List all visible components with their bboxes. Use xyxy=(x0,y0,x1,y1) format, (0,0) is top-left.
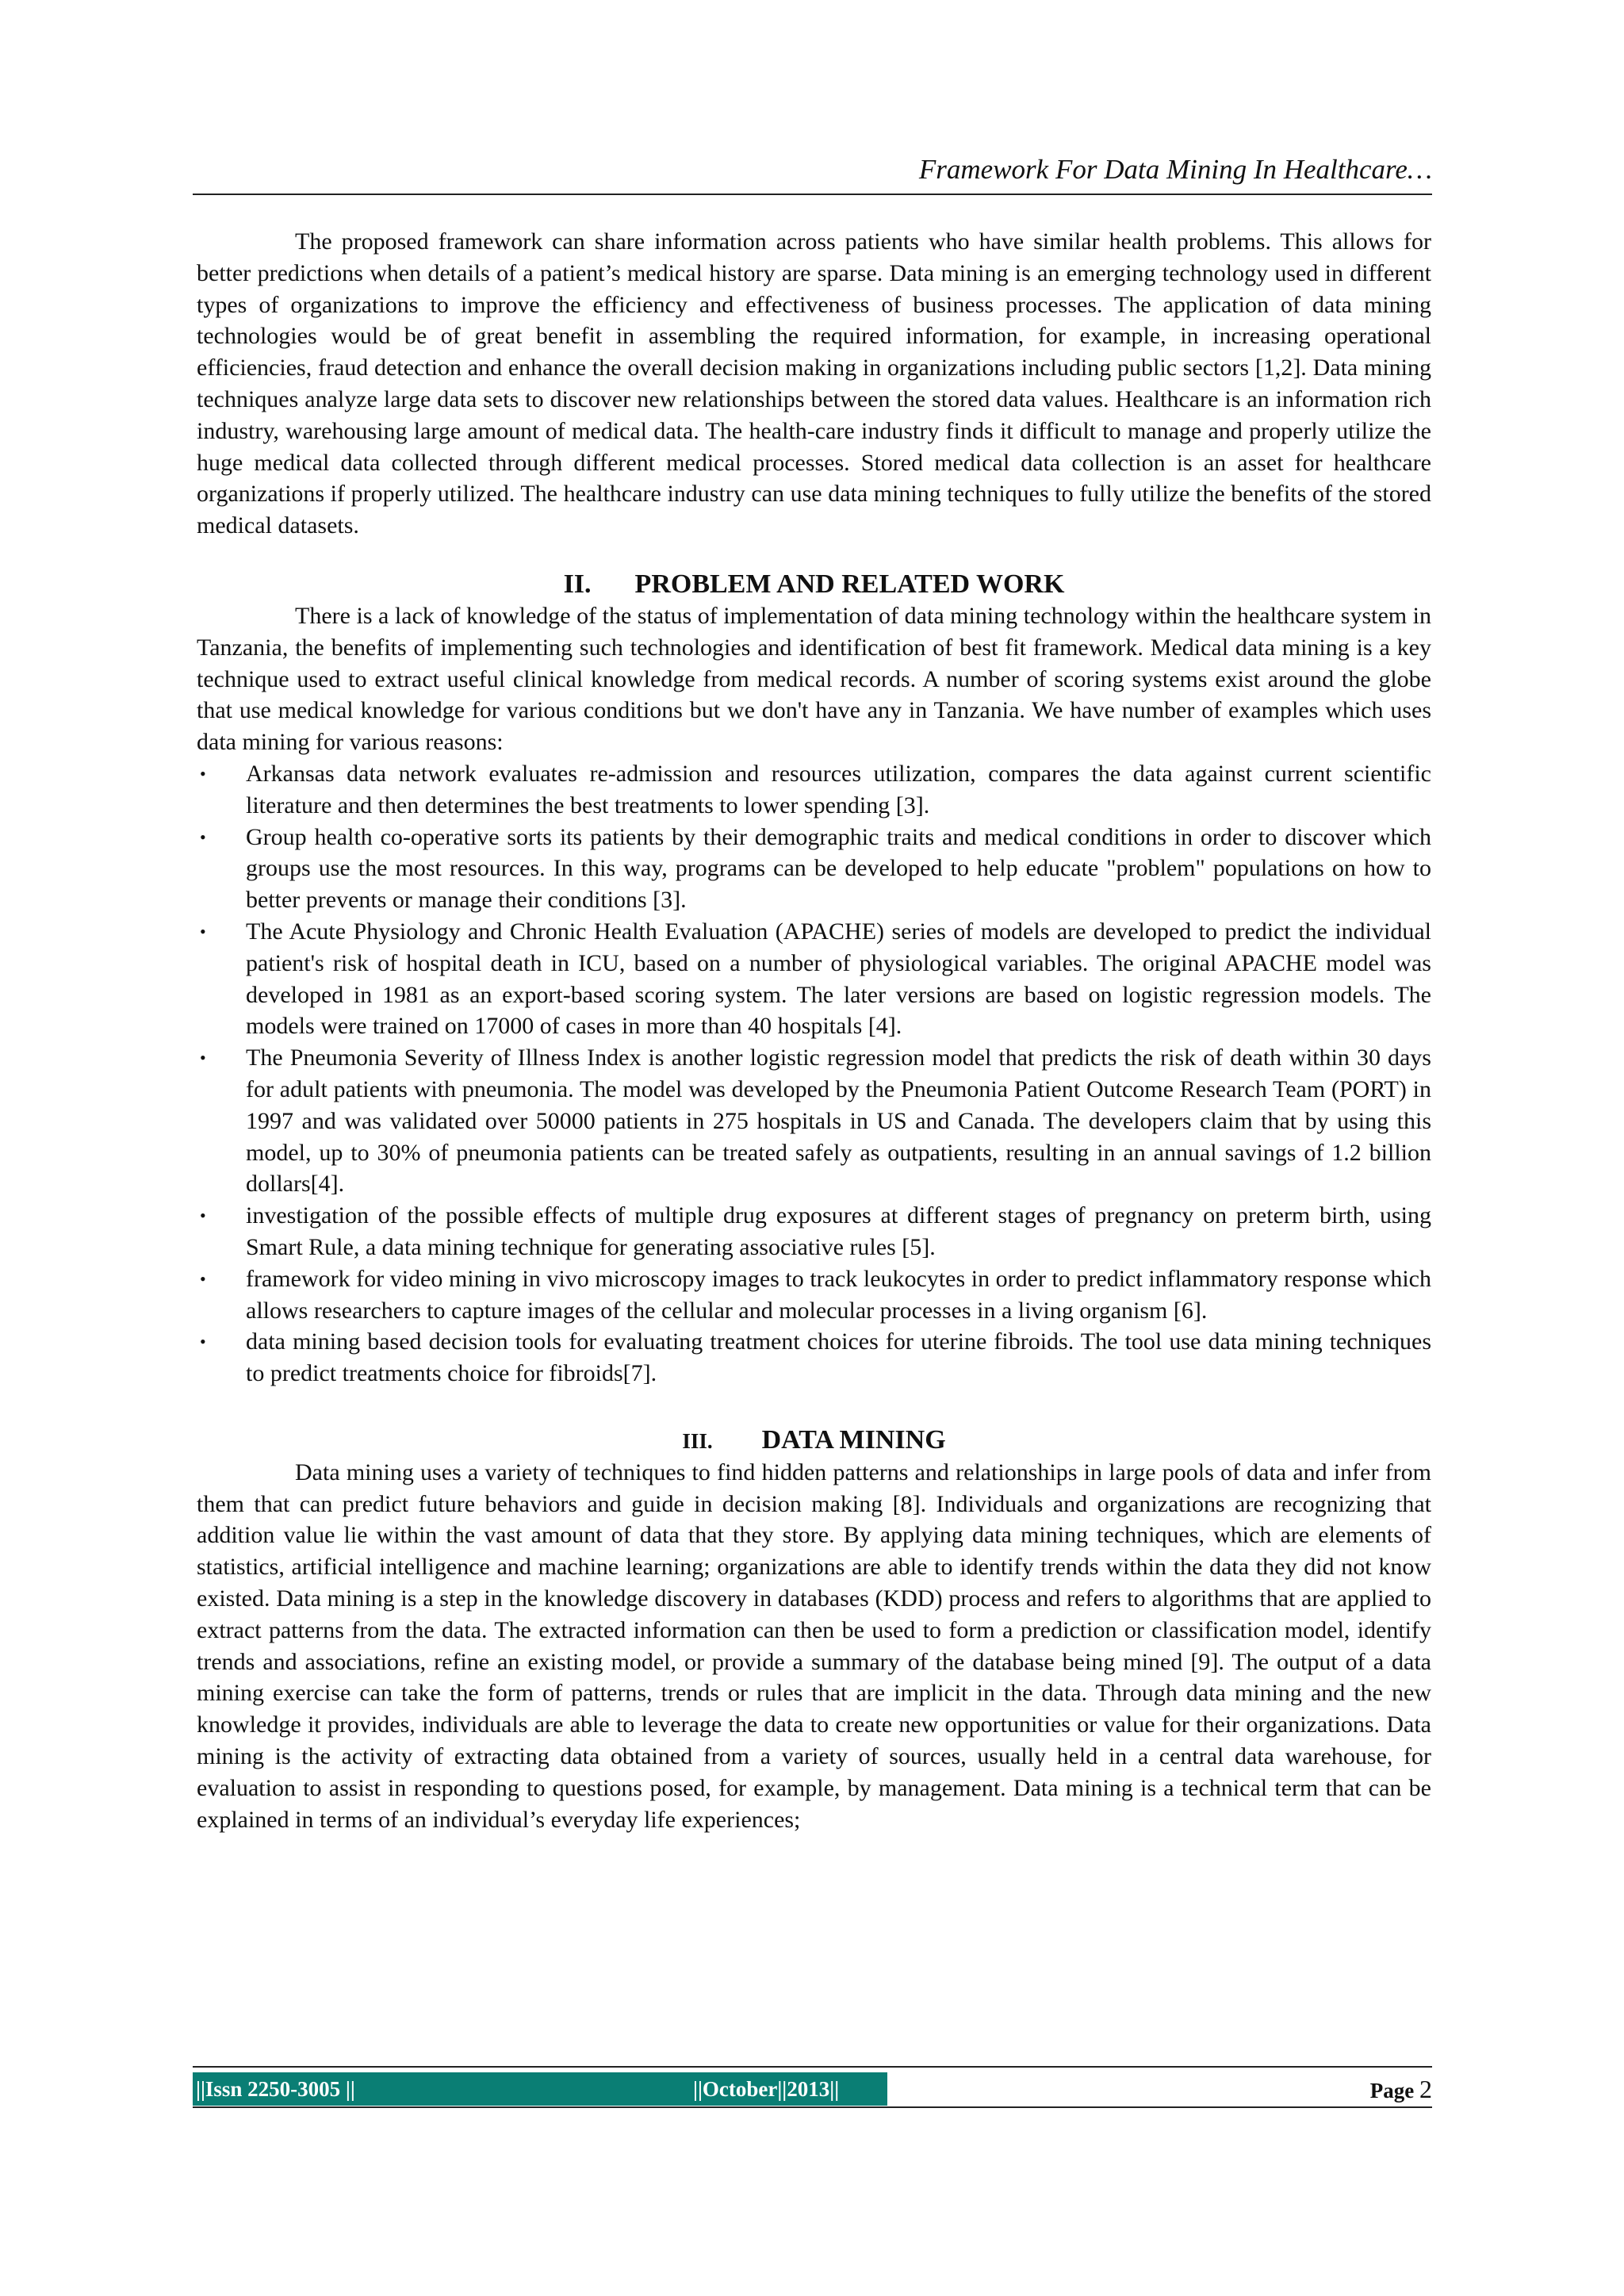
list-item xyxy=(197,1200,1431,1263)
list-item-text: The Acute Physiology and Chronic Health Evaluation (APACHE) series of models are developed to predict the individual patient's risk of hospital death in ICU, based on a number of physiological variables. The original APACHE model was developed in 1981 as an export-based scoring system. The later versions are based on logistic regression models. The models were trained on 17000 of cases in more than 40 hospitals [4]. xyxy=(246,918,1431,1040)
section-heading-2 xyxy=(197,569,1431,600)
footer-band xyxy=(193,2072,887,2106)
section-3-paragraph: Data mining uses a variety of techniques to find hidden patterns and relationships in large pools of data and infer from them that can predict future behaviors and guide in decision making [8]. Individuals and organizations are recognizing that addition value lie within the vast amount of data that they store. By applying data mining techniques, which are elements of statistics, artificial intelligence and machine learning; organizations are able to identify trends within the data they did not know existed. Data mining is a step in the knowledge discovery in databases (KDD) process and refers to algorithms that are applied to extract patterns from the data. The extracted information can then be used to form a prediction or classification model, identify trends and associations, refine an existing model, or provide a summary of the database being mined [9]. The output of a data mining exercise can take the form of patterns, trends or rules that are implicit in the data. Through data mining and the new knowledge it provides, individuals are able to leverage the data to create new opportunities or value for their organizations. Data mining is the activity of extracting data obtained from a variety of sources, usually held in a central data warehouse, for evaluation to assist in responding to questions posed, for example, by management. Data mining is a technical term that can be explained in terms of an individual’s everyday life experiences; xyxy=(197,1458,1431,1833)
section-number: III. xyxy=(682,1428,713,1453)
bullet-icon: • xyxy=(200,921,206,941)
list-item xyxy=(197,1326,1431,1389)
bullet-icon: • xyxy=(200,826,206,847)
list-item-text: framework for video mining in vivo microscopy images to track leukocytes in order to predict inflammatory response which allows researchers to capture images of the cellular and molecular processes in a living organism [6]. xyxy=(246,1265,1431,1324)
bullet-icon: • xyxy=(200,1205,206,1226)
page-label: Page xyxy=(1369,2079,1415,2102)
bullet-icon: • xyxy=(200,1268,206,1289)
header-title: Framework For Data Mining In Healthcare… xyxy=(918,154,1432,185)
section-2-paragraph: There is a lack of knowledge of the status of implementation of data mining technology within the healthcare system in Tanzania, the benefits of implementing such technologies and identification of best fit framework. Medical data mining is a key technique used to extract useful clinical knowledge from medical records. A number of scoring systems exist around the globe that use medical knowledge for various conditions but we don't have any in Tanzania. We have number of examples which uses data mining for various reasons: xyxy=(197,602,1431,756)
running-header xyxy=(193,154,1432,195)
page-number-value: 2 xyxy=(1419,2075,1432,2103)
bullet-icon: • xyxy=(200,763,206,784)
list-item xyxy=(197,822,1431,916)
section-heading-3 xyxy=(197,1424,1431,1457)
list-item-text: The Pneumonia Severity of Illness Index is another logistic regression model that predicts the risk of death within 30 days for adult patients with pneumonia. The model was developed by the Pneumonia Patient Outcome Research Team (PORT) in 1997 and was validated over 50000 patients in 275 hospitals in US and Canada. The developers claim that by using this model, up to 30% of pneumonia patients can be treated safely as outpatients, resulting in an annual savings of 1.2 billion dollars[4]. xyxy=(246,1045,1431,1198)
page-body xyxy=(197,226,1431,1835)
intro-paragraph: The proposed framework can share information across patients who have similar health problems. This allows for better predictions when details of a patient’s medical history are sparse. Data mining is an emerging technology used in different types of organizations to improve the efficiency and effectiveness of business processes. The application of data mining technologies would be of great benefit in assembling the required information, for example, in increasing operational efficiencies, fraud detection and enhance the overall decision making in organizations including public sectors [1,2]. Data mining techniques analyze large data sets to discover new relationships between the stored data values. Healthcare is an information rich industry, warehousing large amount of medical data. The health-care industry finds it difficult to manage and properly utilize the huge medical data collected through different medical processes. Stored medical data collection is an asset for healthcare organizations if properly utilized. The healthcare industry can use data mining techniques to fully utilize the benefits of the stored medical datasets. xyxy=(197,228,1431,539)
bullet-icon: • xyxy=(200,1048,206,1068)
footer-top-rule xyxy=(193,2066,1432,2068)
list-item-text: data mining based decision tools for evaluating treatment choices for uterine fibroids. The tool use data mining techniques to predict treatments choice for fibroids[7]. xyxy=(246,1328,1431,1387)
list-item-text: investigation of the possible effects of multiple drug exposures at different stages of pregnancy on preterm birth, using Smart Rule, a data mining technique for generating associative rules [5]. xyxy=(246,1202,1431,1260)
footer-bottom-rule xyxy=(193,2106,1432,2108)
related-work-list xyxy=(197,758,1431,1389)
bullet-icon: • xyxy=(200,1332,206,1352)
list-item xyxy=(197,1263,1431,1327)
list-item-text: Group health co-operative sorts its patients by their demographic traits and medical conditions in order to discover which groups use the most resources. In this way, programs can be developed to help educate "problem" populations on how to better prevents or manage their conditions [3]. xyxy=(246,823,1431,914)
section-title: DATA MINING xyxy=(761,1424,946,1455)
footer-issn: ||Issn 2250-3005 || xyxy=(196,2077,355,2101)
page-number xyxy=(1370,2072,1432,2107)
section-number: II. xyxy=(563,569,592,599)
list-item xyxy=(197,758,1431,822)
section-title: PROBLEM AND RELATED WORK xyxy=(634,569,1065,599)
list-item xyxy=(197,916,1431,1042)
list-item-text: Arkansas data network evaluates re-admission and resources utilization, compares the data against current scientific literature and then determines the best treatments to lower spending [3]. xyxy=(246,760,1431,818)
footer-date: ||October||2013|| xyxy=(693,2077,840,2101)
list-item xyxy=(197,1042,1431,1200)
